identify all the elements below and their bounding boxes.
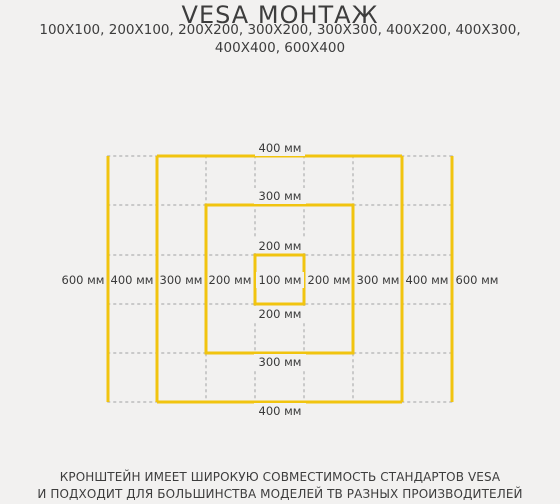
compatibility-note-line-1: КРОНШТЕЙН ИМЕЕТ ШИРОКУЮ СОВМЕСТИМОСТЬ СТАНДАРТОВ VESA (59, 470, 501, 484)
label-bottom-400: 400 мм (258, 404, 302, 418)
label-bottom-300: 300 мм (258, 355, 302, 369)
dimension-labels (62, 140, 499, 419)
label-right-200: 200 мм (307, 273, 351, 287)
label-top-300: 300 мм (258, 189, 302, 203)
compatibility-note-line-2: И ПОДХОДИТ ДЛЯ БОЛЬШИНСТВА МОДЕЛЕЙ ТВ РАЗНЫХ ПРОИЗВОДИТЕЛЕЙ (37, 487, 523, 501)
vesa-sizes-line-1: 100X100, 200X100, 200X200, 300X200, 300X300, 400X200, 400X300, (39, 22, 521, 38)
label-left-400: 400 мм (110, 273, 154, 287)
label-top-200: 200 мм (258, 239, 302, 253)
label-center-100: 100 мм (258, 273, 302, 287)
label-right-300: 300 мм (356, 273, 400, 287)
label-left-200: 200 мм (208, 273, 252, 287)
label-left-300: 300 мм (159, 273, 203, 287)
label-bottom-200: 200 мм (258, 307, 302, 321)
page-title: VESA МОНТАЖ (181, 1, 379, 29)
label-right-400: 400 мм (405, 273, 449, 287)
compatibility-note (0, 469, 560, 503)
label-top-400: 400 мм (258, 141, 302, 155)
vesa-sizes-line-2: 400X400, 600X400 (214, 40, 346, 56)
label-right-600: 600 мм (455, 273, 499, 287)
label-left-600: 600 мм (61, 273, 105, 287)
